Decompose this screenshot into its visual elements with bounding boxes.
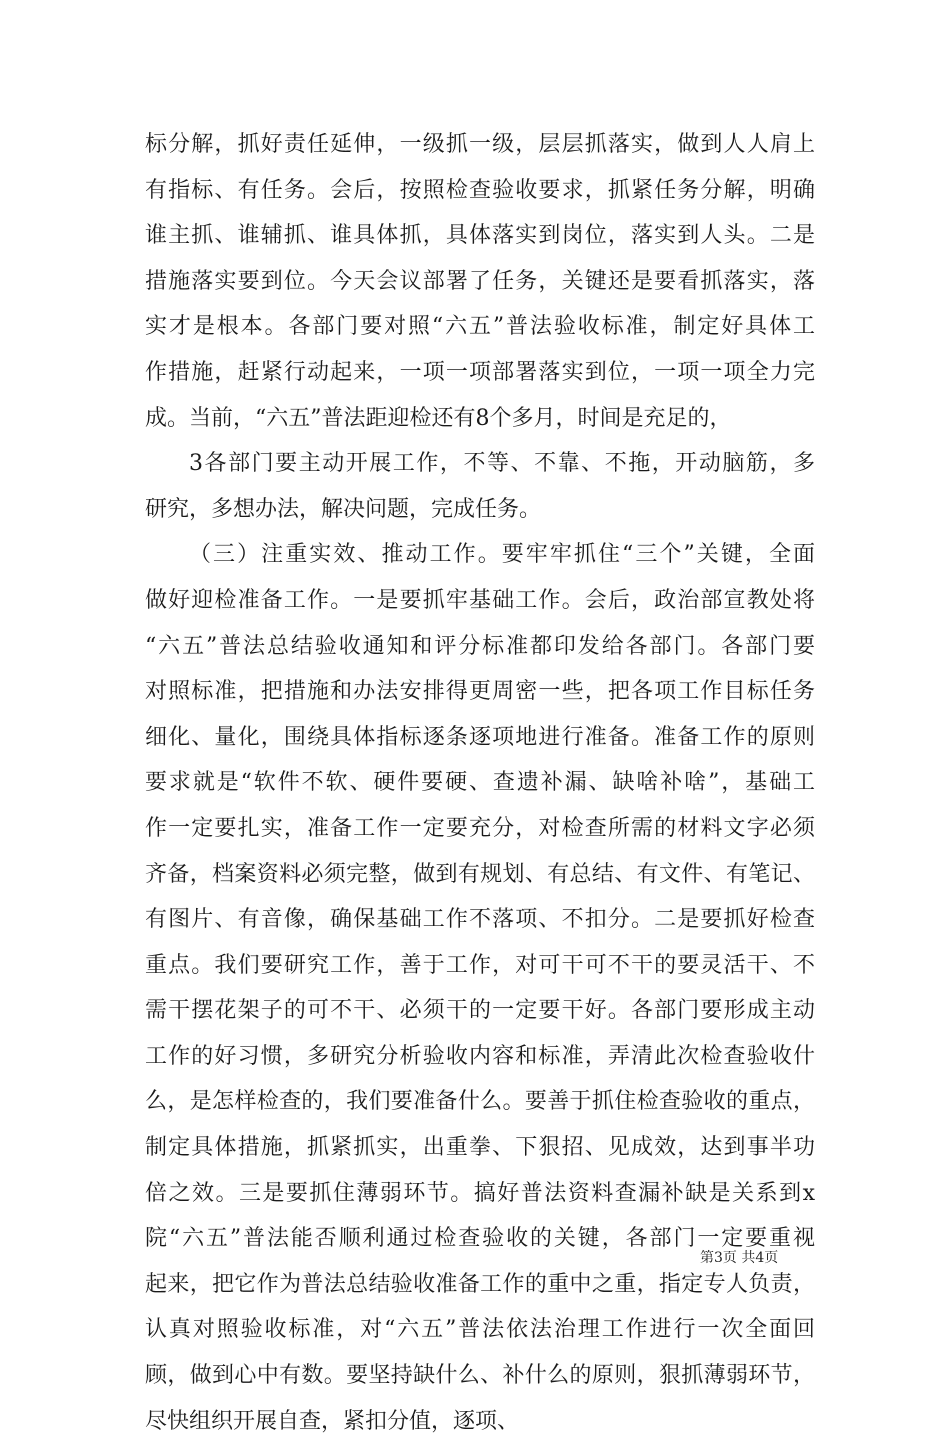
text-line: 对照标准，把措施和办法安排得更周密一些，把各项工作目标任务 <box>145 679 815 705</box>
text-line: 作措施，赶紧行动起来，一项一项部署落实到位，一项一项全力完 <box>145 359 815 385</box>
text-line: 作一定要扎实，准备工作一定要充分，对检查所需的材料文字必须 <box>145 815 815 841</box>
text-line: 做好迎检准备工作。一是要抓牢基础工作。会后，政治部宣教处将 <box>145 587 815 613</box>
text-line: 重点。我们要研究工作，善于工作，对可干可不干的要灵活干、不 <box>145 952 815 978</box>
text-line: 制定具体措施，抓紧抓实，出重拳、下狠招、见成效，达到事半功 <box>145 1135 815 1161</box>
text-line: 标分解，抓好责任延伸，一级抓一级，层层抓落实，做到人人肩上 <box>145 132 815 157</box>
text-line: （三）注重实效、推动工作。要牢牢抓住“三个”关键，全面 <box>189 542 815 568</box>
text-line: 认真对照验收标准，对“六五”普法依法治理工作进行一次全面回 <box>145 1317 815 1343</box>
text-line: “六五”普法总结验收通知和评分标准都印发给各部门。各部门要 <box>145 633 815 659</box>
text-line: 有指标、有任务。会后，按照检查验收要求，抓紧任务分解，明确 <box>145 177 815 203</box>
text-line: 要求就是“软件不软、硬件要硬、查遗补漏、缺啥补啥”，基础工 <box>145 770 815 796</box>
text-line: 细化、量化，围绕具体指标逐条逐项地进行准备。准备工作的原则 <box>145 724 815 750</box>
document-body <box>145 122 815 1444</box>
text-line: 3各部门要主动开展工作，不等、不靠、不拖，开动脑筋，多 <box>189 451 815 477</box>
text-line: 研究，多想办法，解决问题，完成任务。 <box>145 496 542 522</box>
text-line: 谁主抓、谁辅抓、谁具体抓，具体落实到岗位，落实到人头。二是 <box>145 223 815 249</box>
text-line: 尽快组织开展自查，紧扣分值，逐项、 <box>145 1408 520 1434</box>
text-line: 需干摆花架子的可不干、必须干的一定要干好。各部门要形成主动 <box>145 998 815 1024</box>
text-line: 措施落实要到位。今天会议部署了任务，关键还是要看抓落实，落 <box>145 268 815 294</box>
text-line: 齐备，档案资料必须完整，做到有规划、有总结、有文件、有笔记、 <box>145 861 815 887</box>
text-line: 院“六五”普法能否顺利通过检查验收的关键，各部门一定要重视 <box>145 1226 815 1252</box>
text-line: 成。当前，“六五”普法距迎检还有8个多月，时间是充足的， <box>145 405 732 431</box>
text-line: 有图片、有音像，确保基础工作不落项、不扣分。二是要抓好检查 <box>145 907 815 933</box>
text-line: 工作的好习惯，多研究分析验收内容和标准，弄清此次检查验收什 <box>145 1043 815 1069</box>
text-line: 实才是根本。各部门要对照“六五”普法验收标准，制定好具体工 <box>145 314 815 340</box>
page-number-footer: 第3页 共4页 <box>700 1250 779 1266</box>
text-line: 顾，做到心中有数。要坚持缺什么、补什么的原则，狠抓薄弱环节， <box>145 1363 815 1389</box>
text-line: 起来，把它作为普法总结验收准备工作的重中之重，指定专人负责， <box>145 1271 815 1297</box>
text-line: 倍之效。三是要抓住薄弱环节。搞好普法资料查漏补缺是关系到x <box>145 1180 815 1206</box>
text-line: 么，是怎样检查的，我们要准备什么。要善于抓住检查验收的重点， <box>145 1089 815 1115</box>
